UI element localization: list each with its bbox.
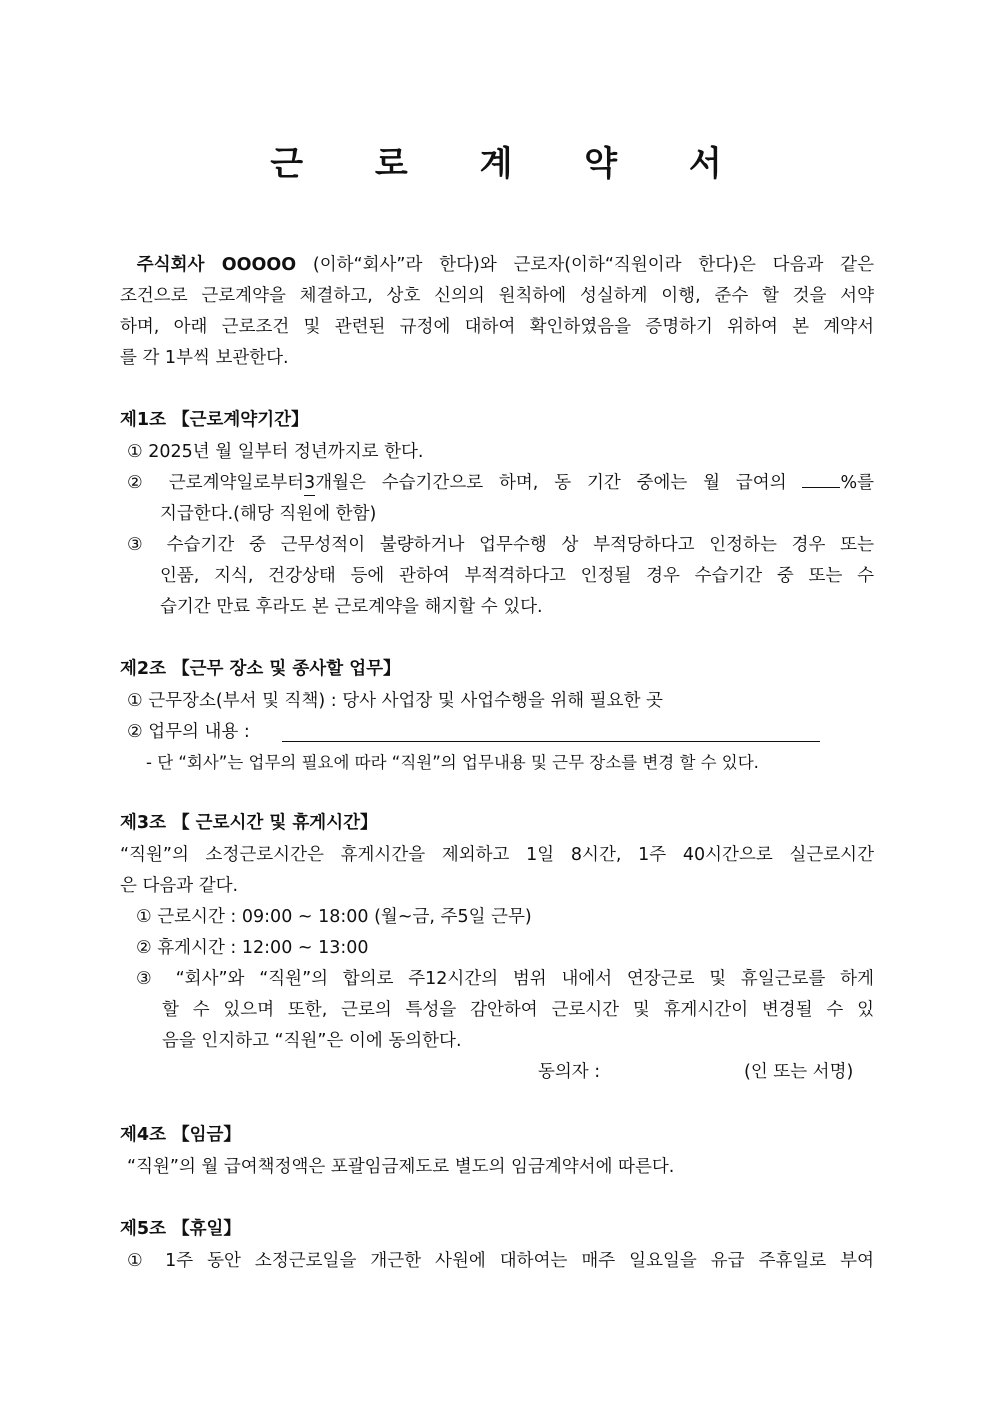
article-3-item-3-line-2: 할 수 있으며 또한, 근로의 특성을 감안하여 근로시간 및 휴게시간이 변경될 수 있 <box>162 1000 874 1020</box>
article-3-item-3-line-3: 음을 인지하고 “직원”은 이에 동의한다. <box>162 1031 462 1051</box>
article-4-heading: 제4조 【임금】 <box>120 1125 241 1145</box>
article-1-item-3-line-2: 인품, 지식, 건강상태 등에 관하여 부적격하다고 인정될 경우 수습기간 중 또는 수 <box>160 566 874 586</box>
article-2-note: - 단 “회사”는 업무의 필요에 따라 “직원”의 업무내용 및 근무 장소를 변경 할 수 있다. <box>146 753 759 772</box>
article-1-item-2-line-2: 지급한다.(해당 직원에 한함) <box>160 504 377 524</box>
article-3-item-2: ② 휴게시간 : 12:00 ~ 13:00 <box>136 938 369 958</box>
article-5-heading: 제5조 【휴일】 <box>120 1219 241 1239</box>
article-3-para-line-2: 은 다음과 같다. <box>120 876 239 896</box>
probation-months: 3 <box>304 471 315 496</box>
intro-line-2: 조건으로 근로계약을 체결하고, 상호 신의의 원칙하에 성실하게 이행, 준수 할 것을 서약 <box>120 286 874 306</box>
job-description-field[interactable] <box>282 741 820 742</box>
article-1-item-2-text-a: ② 근로계약일로부터 <box>127 473 305 493</box>
intro-line-1 <box>120 253 874 277</box>
article-3-para-line-1: “직원”의 소정근로시간은 휴게시간을 제외하고 1일 8시간, 1주 40시간으로 실근로시간 <box>120 845 874 865</box>
article-3-item-3-line-1: ③ “회사”와 “직원”의 합의로 주12시간의 범위 내에서 연장근로 및 휴일근로를 하게 <box>136 969 874 989</box>
article-5-item-1: ① 1주 동안 소정근로일을 개근한 사원에 대하여는 매주 일요일을 유급 주휴일로 부여 <box>127 1251 874 1271</box>
salary-percent-blank <box>802 487 840 488</box>
article-1-item-1: ① 2025년 월 일부터 정년까지로 한다. <box>127 442 424 462</box>
article-1-item-2-text-c: %를 <box>840 473 874 493</box>
article-2-item-1: ① 근무장소(부서 및 직책) : 당사 사업장 및 사업수행을 위해 필요한 곳 <box>127 691 663 711</box>
consent-signature-area[interactable]: (인 또는 서명) <box>744 1062 854 1082</box>
intro-line-4: 를 각 1부씩 보관한다. <box>120 348 289 368</box>
article-2-item-2 <box>127 720 250 744</box>
article-1-heading: 제1조 【근로계약기간】 <box>120 410 309 430</box>
article-1-item-3-line-3: 습기간 만료 후라도 본 근로계약을 해지할 수 있다. <box>160 597 543 617</box>
intro-line-3: 하며, 아래 근로조건 및 관련된 규정에 대하여 확인하였음을 증명하기 위하여 본 계약서 <box>120 317 874 337</box>
article-1-item-3-line-1: ③ 수습기간 중 근무성적이 불량하거나 업무수행 상 부적당하다고 인정하는 경우 또는 <box>127 535 874 555</box>
article-4-para: “직원”의 월 급여책정액은 포괄임금제도로 별도의 임금계약서에 따른다. <box>127 1157 675 1177</box>
job-description-label: ② 업무의 내용 : <box>127 722 250 742</box>
intro-line-1-text: (이하“회사”라 한다)와 근로자(이하“직원이라 한다)은 다음과 같은 <box>312 255 874 275</box>
company-name: 주식회사 OOOOO <box>136 255 297 275</box>
article-2-heading: 제2조 【근무 장소 및 종사할 업무】 <box>120 659 401 679</box>
document-title: 근 로 계 약 서 <box>270 144 752 184</box>
consent-label: 동의자 : <box>538 1062 601 1082</box>
article-3-item-1: ① 근로시간 : 09:00 ~ 18:00 (월~금, 주5일 근무) <box>136 907 532 927</box>
article-1-item-2 <box>127 471 874 496</box>
article-3-heading: 제3조 【 근로시간 및 휴게시간】 <box>120 813 378 833</box>
article-1-item-2-text-b: 개월은 수습기간으로 하며, 동 기간 중에는 월 급여의 <box>315 473 787 493</box>
